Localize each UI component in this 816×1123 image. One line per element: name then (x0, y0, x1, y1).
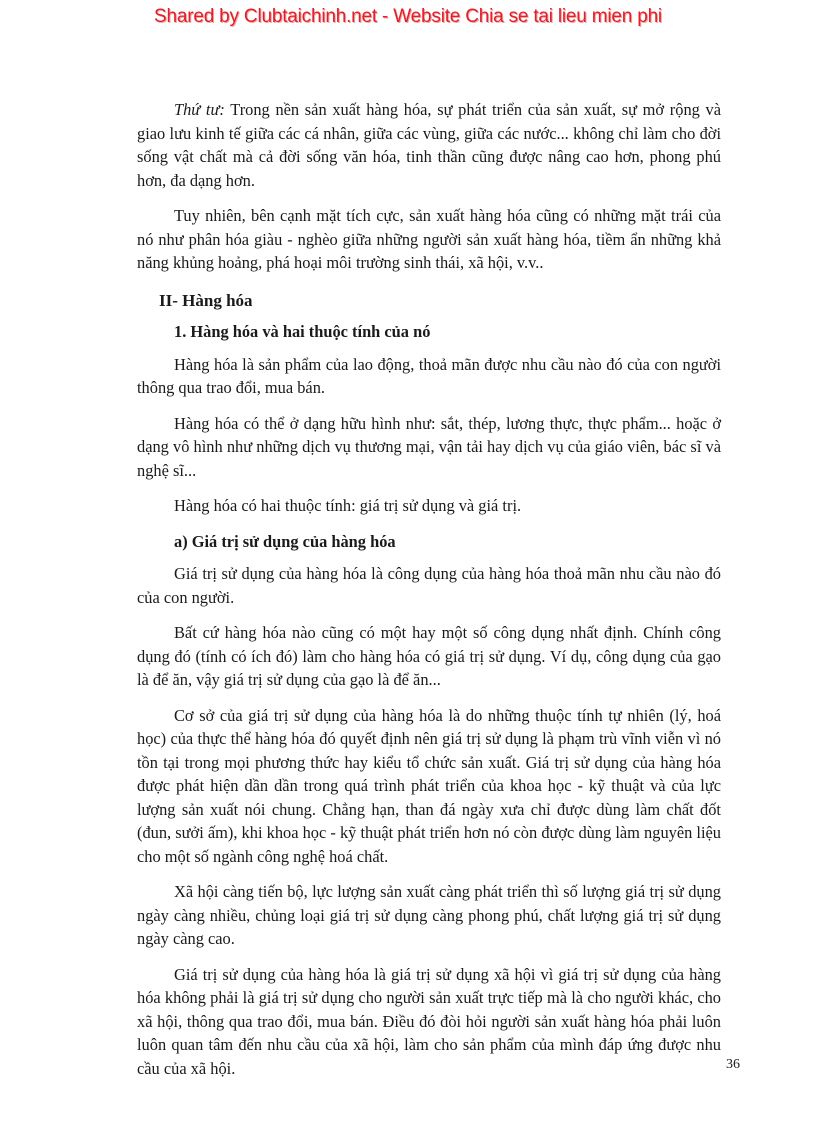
paragraph-gia-tri-su-dung: Giá trị sử dụng của hàng hóa là công dụng của hàng hóa thoả mãn nhu cầu nào đó của con người. (137, 564, 721, 607)
watermark-banner: Shared by Clubtaichinh.net - Website Chia se tai lieu mien phi (154, 6, 662, 27)
section-heading: II- Hàng hóa (159, 290, 253, 310)
paragraph-dinh-nghia: Hàng hóa là sản phẩm của lao động, thoả mãn được nhu cầu nào đó của con người thông qua trao đổi, mua bán. (137, 354, 721, 397)
paragraph-label: Thứ tư: (174, 100, 225, 119)
paragraph-gia-tri-xa-hoi: Giá trị sử dụng của hàng hóa là giá trị sử dụng xã hội vì giá trị sử dụng của hàng hóa không phải là giá trị sử dụng cho người sản xuất trực tiếp mà là cho người khác, cho xã hội, thông qua trao đổi, mua bán. Điều đó đòi hỏi người sản xuất hàng hóa phải luôn luôn quan tâm đến nhu cầu của xã hội, làm cho sản phẩm của mình đáp ứng được nhu cầu của xã hội. (137, 964, 721, 1078)
paragraph-thuoc-tinh: Hàng hóa có hai thuộc tính: giá trị sử dụng và giá trị. (174, 496, 522, 515)
page-body (137, 98, 721, 1092)
paragraph-mat-trai: Tuy nhiên, bên cạnh mặt tích cực, sản xuất hàng hóa cũng có những mặt trái của nó như phân hóa giàu - nghèo giữa những người sản xuất hàng hóa, tiềm ẩn những khả năng khủng hoảng, phá hoại môi trường sinh thái, xã hội, v.v.. (137, 206, 721, 272)
paragraph-dang-hang-hoa: Hàng hóa có thể ở dạng hữu hình như: sắt, thép, lương thực, thực phẩm... hoặc ở dạng vô hình như những dịch vụ thương mại, vận tải hay dịch vụ của giáo viên, bác sĩ và nghệ sĩ... (137, 413, 721, 480)
paragraph-co-so: Cơ sở của giá trị sử dụng của hàng hóa là do những thuộc tính tự nhiên (lý, hoá học) của thực thể hàng hóa đó quyết định nên giá trị sử dụng là phạm trù vĩnh viễn vì nó tồn tại trong mọi phương thức hay kiểu tổ chức sản xuất. Giá trị sử dụng của hàng hóa được phát hiện dần dần trong quá trình phát triển của khoa học - kỹ thuật và của lực lượng sản xuất nói chung. Chẳng hạn, than đá ngày xưa chỉ được dùng làm chất đốt (đun, sưởi ấm), khi khoa học - kỹ thuật phát triển hơn nó còn được dùng làm nguyên liệu cho một số ngành công nghệ hoá chất. (137, 705, 721, 866)
paragraph-xa-hoi-tien-bo: Xã hội càng tiến bộ, lực lượng sản xuất càng phát triển thì số lượng giá trị sử dụng ngày càng nhiều, chủng loại giá trị sử dụng càng phong phú, chất lượng giá trị sử dụng ngày càng cao. (137, 882, 721, 948)
paragraph-text: Trong nền sản xuất hàng hóa, sự phát triển của sản xuất, sự mở rộng và giao lưu kinh tế giữa các cá nhân, giữa các vùng, giữa các nước... không chỉ làm cho đời sống vật chất mà cả đời sống văn hóa, tinh thần cũng được nâng cao hơn, phong phú hơn, đa dạng hơn. (137, 100, 721, 190)
paragraph-thu-tu (137, 98, 721, 192)
subheading-gia-tri-su-dung: a) Giá trị sử dụng của hàng hóa (174, 531, 396, 551)
subheading-hang-hoa: 1. Hàng hóa và hai thuộc tính của nó (174, 322, 431, 341)
page-number: 36 (726, 1057, 740, 1072)
paragraph-cong-dung: Bất cứ hàng hóa nào cũng có một hay một số công dụng nhất định. Chính công dụng đó (tính có ích đó) làm cho hàng hóa có giá trị sử dụng. Ví dụ, công dụng của gạo là để ăn, vậy giá trị sử dụng của gạo là để ăn... (137, 623, 721, 689)
